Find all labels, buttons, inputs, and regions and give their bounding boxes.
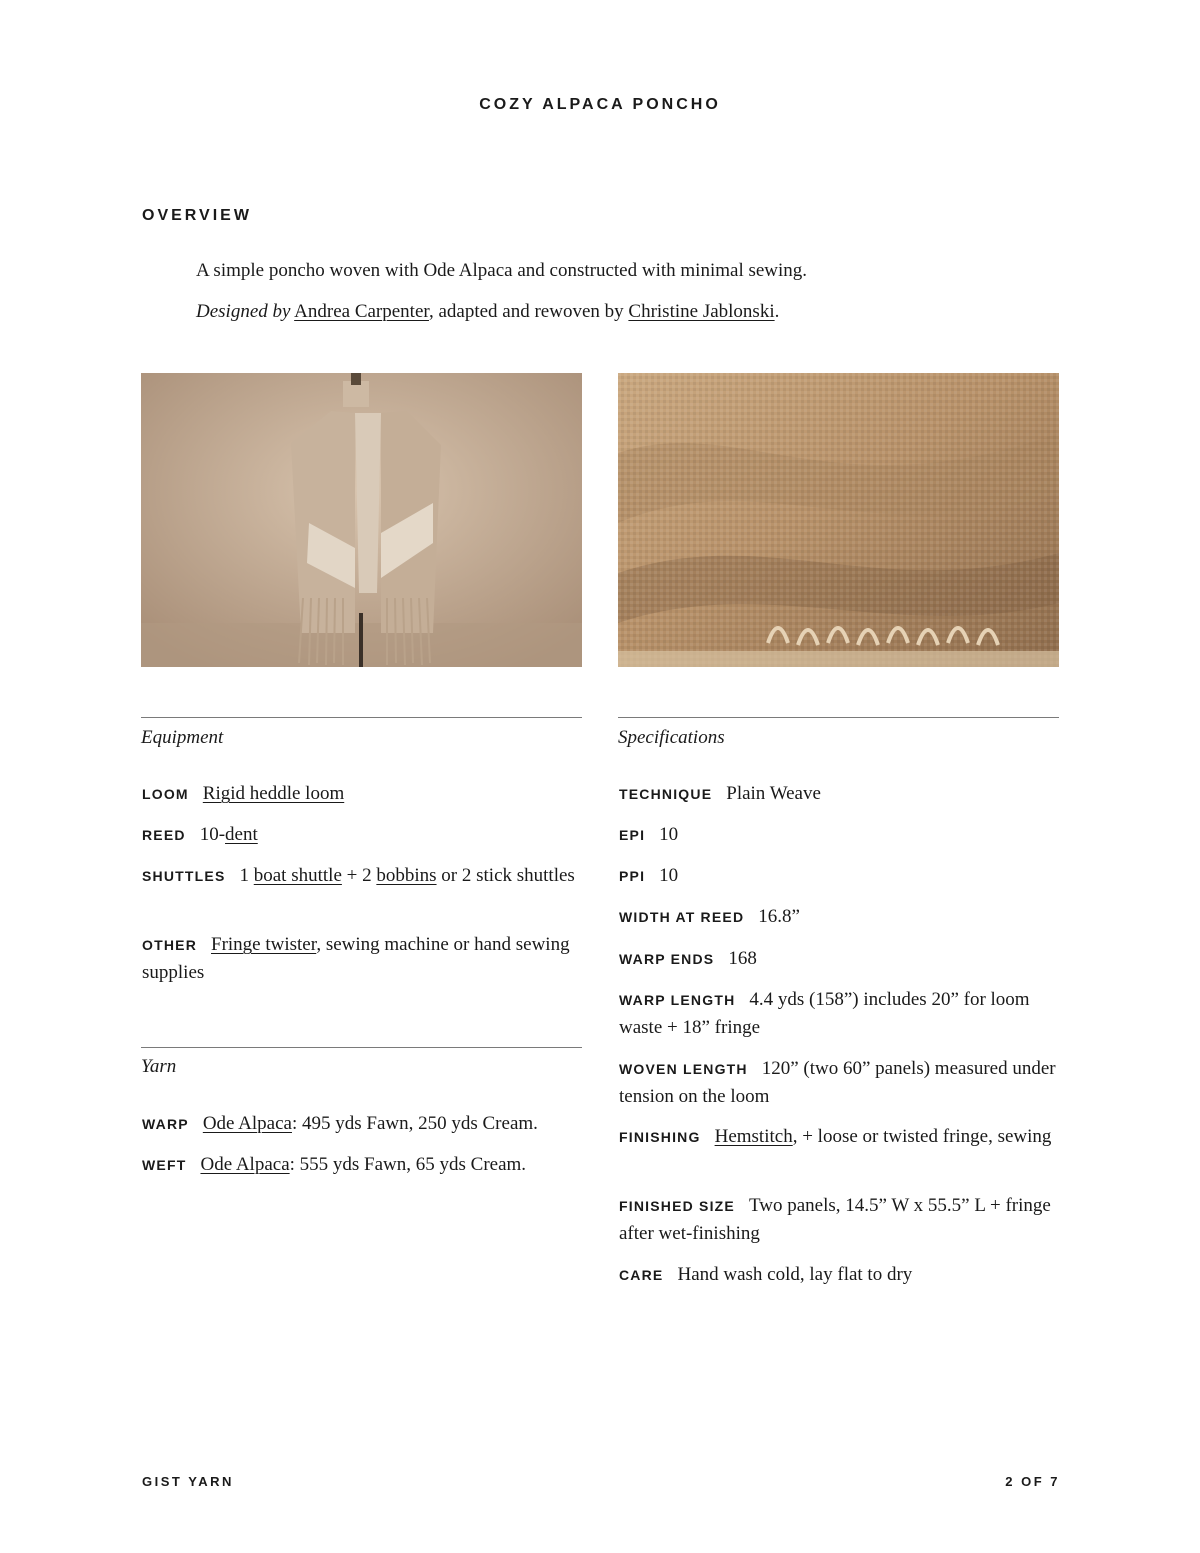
care-key: CARE (619, 1267, 664, 1283)
equipment-other (142, 931, 583, 986)
spec-ppi (619, 862, 1060, 890)
credit-prefix: Designed by (196, 301, 291, 322)
weft-rest: : 555 yds Fawn, 65 yds Cream. (289, 1154, 527, 1175)
spec-warp-length (619, 986, 1060, 1041)
spec-finishing (619, 1123, 1060, 1151)
ppi-value: 10 (659, 865, 679, 886)
woven-length-value: 120” (two 60” panels) measured under tension on the loom (619, 1058, 1056, 1107)
poncho-on-dress-form-photo-icon (141, 373, 582, 667)
poncho-photo (141, 373, 582, 667)
warp-length-key: WARP LENGTH (619, 992, 736, 1008)
spec-care (619, 1261, 1060, 1289)
care-value: Hand wash cold, lay flat to dry (677, 1264, 913, 1285)
shuttles-part3: or 2 stick shuttles (436, 865, 575, 886)
epi-value: 10 (659, 824, 679, 845)
finishing-key: FINISHING (619, 1129, 701, 1145)
spec-epi (619, 821, 1060, 849)
overview-description: A simple poncho woven with Ode Alpaca and constructed with minimal sewing. (196, 260, 808, 281)
yarn-divider (141, 1047, 582, 1048)
finished-size-key: FINISHED SIZE (619, 1198, 735, 1214)
document-title: COZY ALPACA PONCHO (479, 96, 721, 113)
bobbins-link[interactable]: bobbins (376, 865, 437, 886)
warp-length-value: 4.4 yds (158”) includes 20” for loom waste + 18” fringe (619, 989, 1030, 1038)
dent-link[interactable]: dent (225, 824, 258, 845)
other-rest: , sewing machine or hand sewing supplies (142, 934, 570, 983)
fringe-twister-link[interactable]: Fringe twister (211, 934, 317, 955)
finished-size-value: Two panels, 14.5” W x 55.5” L + fringe after wet-finishing (619, 1195, 1051, 1244)
specifications-divider (618, 717, 1059, 718)
spec-warp-ends (619, 945, 1060, 973)
woven-fabric-closeup-photo-icon (618, 373, 1059, 667)
width-at-reed-key: WIDTH AT REED (619, 909, 745, 925)
width-at-reed-value: 16.8” (758, 906, 800, 927)
shuttles-key: SHUTTLES (142, 868, 226, 884)
weft-ode-alpaca-link[interactable]: Ode Alpaca (200, 1154, 290, 1175)
specifications-label: Specifications (618, 727, 725, 748)
equipment-shuttles (142, 862, 583, 890)
warp-ends-value: 168 (728, 948, 757, 969)
spec-technique (619, 780, 1060, 808)
shuttles-part1: 1 (239, 865, 254, 886)
shuttles-part2: + 2 (341, 865, 377, 886)
designer-link[interactable]: Andrea Carpenter (294, 301, 429, 322)
finishing-rest: , + loose or twisted fringe, sewing (792, 1126, 1052, 1147)
hemstitch-link[interactable]: Hemstitch (714, 1126, 793, 1147)
reweaver-link[interactable]: Christine Jablonski (628, 301, 775, 322)
warp-ends-key: WARP ENDS (619, 951, 715, 967)
epi-key: EPI (619, 827, 646, 843)
loom-link[interactable]: Rigid heddle loom (202, 783, 345, 804)
reed-prefix: 10- (199, 824, 226, 845)
loom-key: LOOM (142, 786, 189, 802)
equipment-reed (142, 821, 583, 849)
technique-key: TECHNIQUE (619, 786, 713, 802)
footer-page-number: 2 OF 7 (1005, 1474, 1060, 1489)
yarn-warp (142, 1110, 583, 1138)
woven-length-key: WOVEN LENGTH (619, 1061, 748, 1077)
footer-brand: GIST YARN (142, 1474, 234, 1489)
technique-value: Plain Weave (726, 783, 821, 804)
yarn-label: Yarn (141, 1056, 177, 1077)
ppi-key: PPI (619, 868, 646, 884)
warp-key: WARP (142, 1116, 189, 1132)
reed-key: REED (142, 827, 186, 843)
equipment-divider (141, 717, 582, 718)
overview-credit (196, 301, 779, 323)
yarn-weft (142, 1151, 583, 1179)
other-key: OTHER (142, 937, 197, 953)
credit-suffix: . (774, 301, 780, 322)
boat-shuttle-link[interactable]: boat shuttle (253, 865, 342, 886)
spec-woven-length (619, 1055, 1060, 1110)
equipment-loom (142, 780, 583, 808)
warp-ode-alpaca-link[interactable]: Ode Alpaca (202, 1113, 292, 1134)
fabric-closeup-photo (618, 373, 1059, 667)
weft-key: WEFT (142, 1157, 187, 1173)
warp-rest: : 495 yds Fawn, 250 yds Cream. (291, 1113, 538, 1134)
spec-finished-size (619, 1192, 1060, 1247)
equipment-label: Equipment (141, 727, 224, 748)
overview-heading: OVERVIEW (142, 207, 252, 224)
spec-width-at-reed (619, 903, 1060, 931)
credit-middle: , adapted and rewoven by (428, 301, 629, 322)
